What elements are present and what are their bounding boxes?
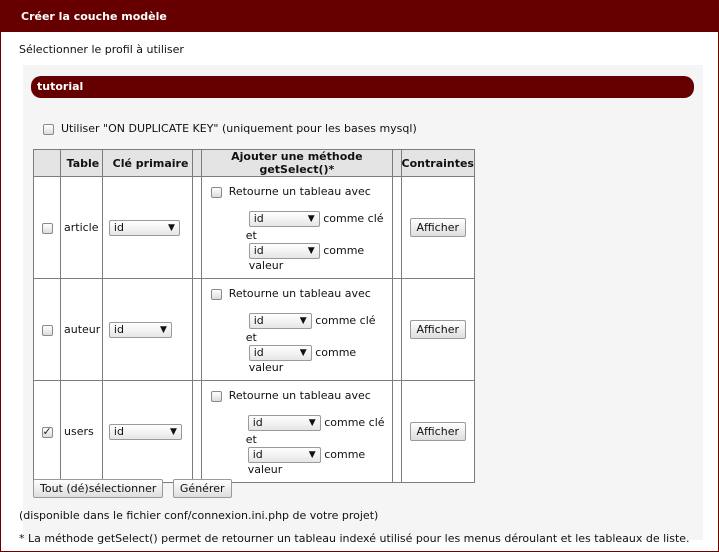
dropdown-arrow-icon: ▼ <box>307 246 315 256</box>
table-row <box>34 279 475 381</box>
constraints-cell <box>401 177 474 279</box>
row-select-cell <box>34 381 61 483</box>
dropdown-arrow-icon: ▼ <box>299 348 307 358</box>
dropdown-arrow-icon: ▼ <box>307 214 315 224</box>
primary-key-column-header: Clé primaire <box>102 150 192 177</box>
method-label: Retourne un tableau avec <box>228 287 371 300</box>
primary-key-cell <box>102 279 192 381</box>
window-title: Créer la couche modèle <box>1 1 718 32</box>
method-checkbox[interactable] <box>211 289 222 300</box>
show-constraints-button[interactable]: Afficher <box>410 218 466 237</box>
availability-note: (disponible dans le fichier conf/connexion.ini.php de votre projet) <box>19 509 379 522</box>
row-select-cell <box>34 177 61 279</box>
as-value-label: comme valeur <box>247 448 366 476</box>
as-value-label: comme valeur <box>248 244 365 272</box>
dropdown-arrow-icon: ▼ <box>308 418 316 428</box>
primary-key-value: id <box>113 220 124 234</box>
duplicate-key-option <box>43 122 417 135</box>
as-key-label: comme clé <box>324 416 385 429</box>
constraints-cell <box>401 381 474 483</box>
value-column-select[interactable] <box>249 243 320 259</box>
generate-button[interactable]: Générer <box>173 479 232 498</box>
primary-key-value: id <box>113 424 124 438</box>
bottom-actions <box>33 479 238 498</box>
and-label: et <box>245 331 257 344</box>
show-constraints-button[interactable]: Afficher <box>410 320 466 339</box>
key-column-select[interactable] <box>249 211 320 227</box>
dropdown-arrow-icon: ▼ <box>167 222 175 233</box>
dropdown-arrow-icon: ▼ <box>299 316 307 326</box>
method-label: Retourne un tableau avec <box>228 389 371 402</box>
tables-grid <box>33 149 475 483</box>
value-column-value: id <box>253 346 264 359</box>
table-name: users <box>61 381 103 483</box>
method-cell <box>201 381 392 483</box>
key-column-value: id <box>252 416 263 429</box>
table-name: auteur <box>61 279 103 381</box>
method-label: Retourne un tableau avec <box>228 185 371 198</box>
key-column-value: id <box>253 314 264 327</box>
spacer-column-header <box>193 150 202 177</box>
duplicate-key-label: Utiliser "ON DUPLICATE KEY" (uniquement pour les bases mysql) <box>61 122 417 135</box>
value-column-value: id <box>253 244 264 257</box>
profile-instruction: Sélectionner le profil à utiliser <box>19 43 184 56</box>
table-column-header: Table <box>61 150 103 177</box>
row-checkbox[interactable] <box>42 223 53 234</box>
table-name: article <box>61 177 103 279</box>
as-key-label: comme clé <box>323 212 384 225</box>
dropdown-arrow-icon: ▼ <box>169 426 177 437</box>
profile-header[interactable]: tutorial <box>31 76 694 98</box>
constraints-cell <box>401 279 474 381</box>
method-cell <box>201 279 392 381</box>
as-key-label: comme clé <box>315 314 376 327</box>
as-value-label: comme valeur <box>248 346 357 374</box>
spacer-column-header <box>393 150 402 177</box>
value-column-select[interactable] <box>248 447 321 463</box>
primary-key-select[interactable] <box>109 424 182 440</box>
select-column-header <box>34 150 61 177</box>
dropdown-arrow-icon: ▼ <box>308 450 316 460</box>
and-label: et <box>245 229 257 242</box>
getselect-footnote: * La méthode getSelect() permet de retourner un tableau indexé utilisé pour les menus déroulant et les tableaux de liste. <box>19 532 690 545</box>
dropdown-arrow-icon: ▼ <box>159 324 167 335</box>
method-cell <box>201 177 392 279</box>
method-checkbox[interactable] <box>211 391 222 402</box>
toggle-all-button[interactable]: Tout (dé)sélectionner <box>33 479 163 498</box>
constraints-column-header: Contraintes <box>401 150 474 177</box>
table-header-row <box>34 150 475 177</box>
show-constraints-button[interactable]: Afficher <box>410 422 466 441</box>
primary-key-select[interactable] <box>109 220 180 236</box>
and-label: et <box>245 433 257 446</box>
key-column-value: id <box>253 212 264 225</box>
row-checkbox[interactable] <box>42 427 53 438</box>
row-checkbox[interactable] <box>42 325 53 336</box>
key-column-select[interactable] <box>249 313 312 329</box>
primary-key-cell <box>102 381 192 483</box>
value-column-select[interactable] <box>249 345 312 361</box>
primary-key-cell <box>102 177 192 279</box>
key-column-select[interactable] <box>248 415 321 431</box>
method-column-header: Ajouter une méthode getSelect()* <box>201 150 392 177</box>
primary-key-value: id <box>113 322 124 336</box>
table-row <box>34 381 475 483</box>
value-column-value: id <box>252 448 263 461</box>
row-select-cell <box>34 279 61 381</box>
method-checkbox[interactable] <box>211 187 222 198</box>
duplicate-key-checkbox[interactable] <box>43 124 54 135</box>
primary-key-select[interactable] <box>109 322 172 338</box>
table-row <box>34 177 475 279</box>
